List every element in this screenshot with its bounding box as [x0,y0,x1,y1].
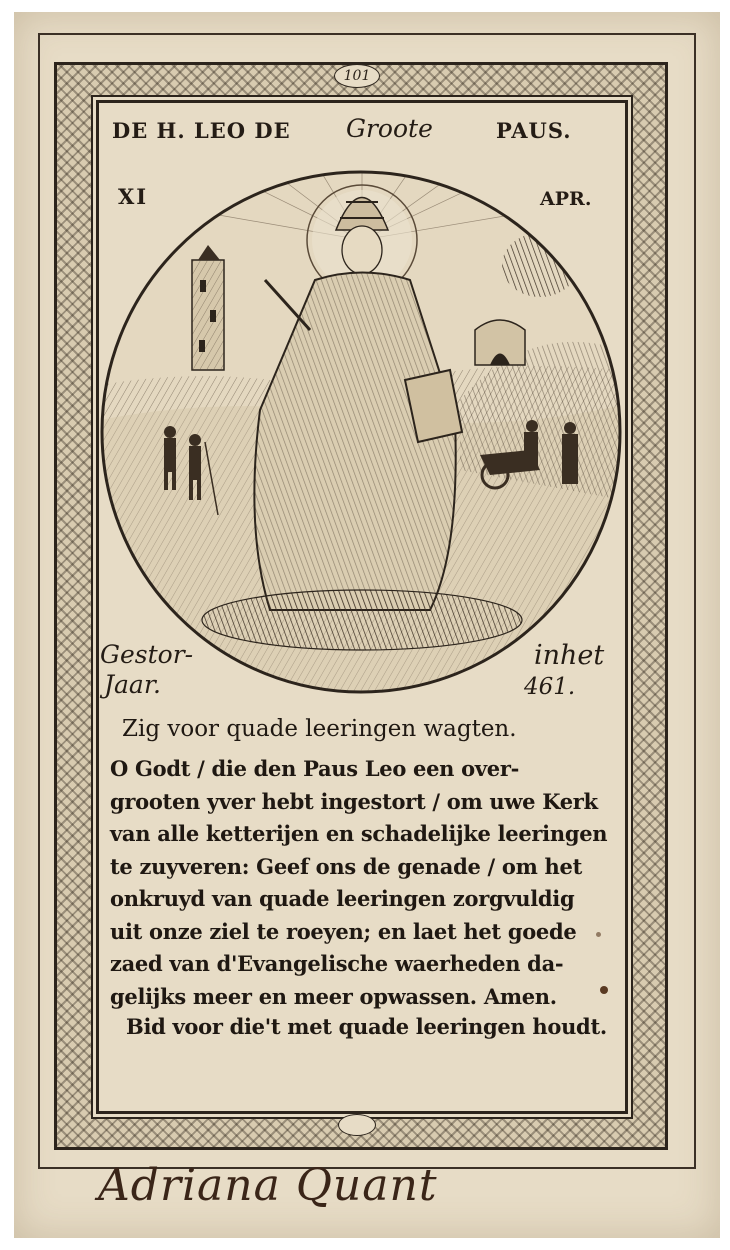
closing-intercession: Bid voor die't met quade leeringen houdt. [126,1014,607,1039]
death-note-left-line1: Gestor- [100,640,194,669]
feast-month: APR. [540,188,592,210]
prayer-line: O Godt / die den Paus Leo een over- [110,756,520,781]
death-note-right-line2: 461. [524,674,576,700]
prayer-line: grooten yver hebt ingestort / om uwe Kerk [110,788,598,814]
handwritten-signature: Adriana Quant [98,1160,438,1211]
prayer-line: te zuyveren: Geef ons de genade / om het [110,853,582,879]
prayer-line: onkruyd van quade leeringen zorgvuldig [110,886,575,911]
bottom-ornament [338,1114,376,1136]
prayer-line: uit onze ziel te roeyen; en laet het goede [110,918,577,944]
death-note-left-line2: Jaar. [104,670,161,699]
saint-medallion-engraving [100,170,622,695]
prayer-heading: Zig voor quade leeringen wagten. [122,716,517,742]
feast-day: XI [118,184,149,209]
ink-stain [596,932,601,937]
prayer-text [110,753,608,1013]
death-note-right-line1: inhet [534,640,605,671]
ink-stain [600,986,608,994]
title-script-word: Groote [346,114,433,143]
title-suffix: PAUS. [496,118,572,143]
prayer-line: gelijks meer en meer opwassen. Amen. [110,983,557,1009]
title-prefix: DE H. LEO DE [112,118,291,143]
prayer-line: zaed van d'Evangelische waerheden da- [110,951,564,976]
page-number: 101 [334,64,380,88]
prayer-line: van alle ketterijen en schadelijke leeringen [110,821,608,846]
